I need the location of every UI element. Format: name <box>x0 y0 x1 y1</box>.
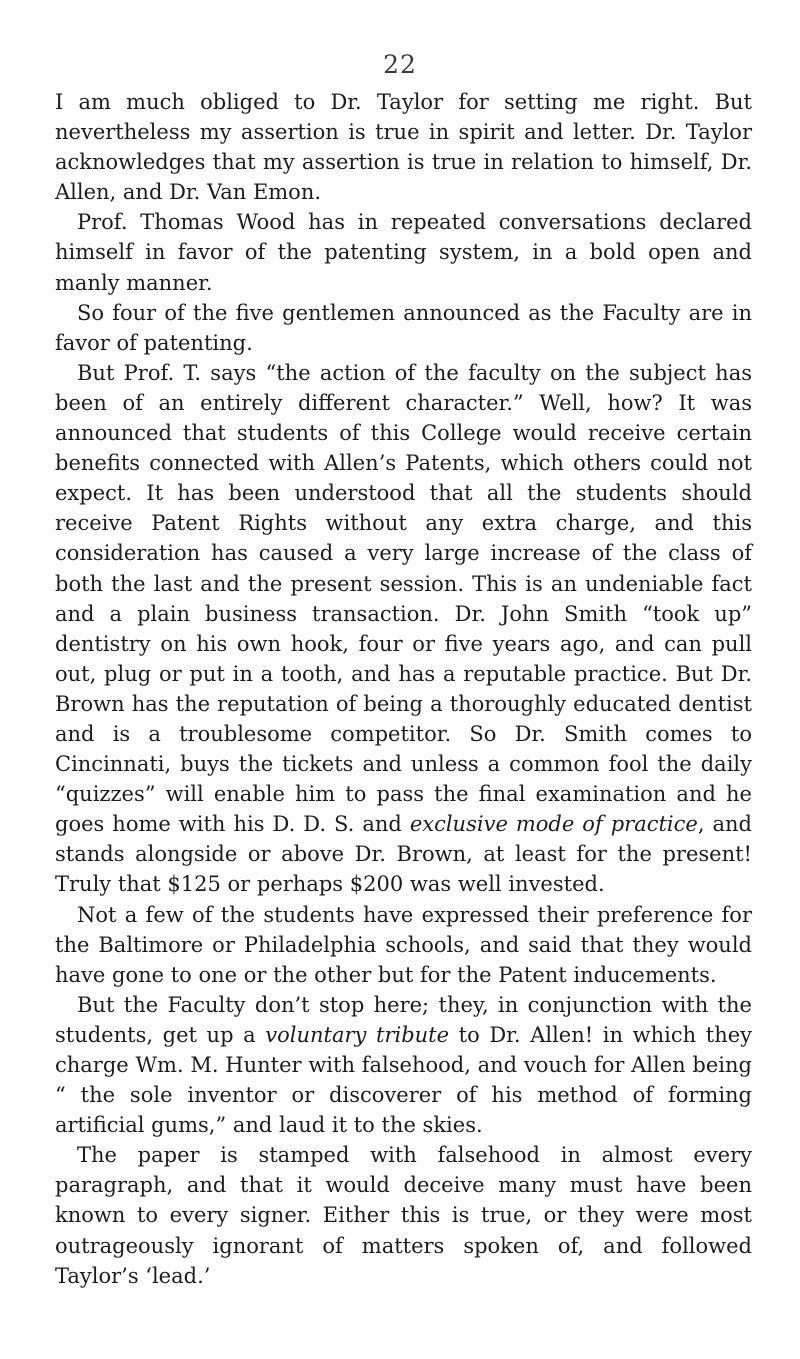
paragraph-6-text-after: to Dr. Allen! in which they charge Wm. M. Hunter with falsehood, and vouch for Allen being “ the sole inventor or discoverer of his method of forming artificial gums,” and laud it to the skies. <box>55 1022 753 1138</box>
paragraph-6 <box>55 990 752 1140</box>
paragraph-6-text-before: But the Faculty don’t stop here; they, in conjunction with the students, get up a <box>55 992 752 1047</box>
paragraph-4-text-before: But Prof. T. says “the action of the faculty on the subject has been of an entirely different character.” Well, how? It was announced that students of this College would receive certain benefits connected with Allen’s Patents, which others could not expect. It has been understood that all the students should receive Patent Rights without any extra charge, and this consideration has caused a very large increase of the class of both the last and the present session. This is an undeniable fact and a plain business transaction. Dr. John Smith “took up” dentistry on his own hook, four or five years ago, and can pull out, plug or put in a tooth, and has a reputable practice. But Dr. Brown has the reputation of being a thoroughly educated dentist and is a troublesome competitor. So Dr. Smith comes to Cincinnati, buys the tickets and unless a common fool the daily “quizzes” will enable him to pass the final examination and he goes home with his D. D. S. and <box>55 360 752 837</box>
paragraph-7: The paper is stamped with falsehood in almost every paragraph, and that it would deceive many must have been known to every signer. Either this is true, or they were most outrageously ignorant of matters spoken of, and followed Taylor’s ‘lead.’ <box>55 1143 752 1288</box>
paragraph-4 <box>55 358 752 900</box>
paragraph-6-emphasis: voluntary tribute <box>265 1022 450 1047</box>
page-number: 22 <box>383 50 417 79</box>
paragraph-4-emphasis: exclusive mode of practice <box>409 812 698 837</box>
body-text <box>55 87 752 1291</box>
paragraph-4-text-after: , and stands alongside or above Dr. Brown, at least for the present! Truly that $125 or perhaps $200 was well invested. <box>55 812 752 897</box>
paragraph-2: Prof. Thomas Wood has in repeated conversations declared himself in favor of the patenting system, in a bold open and manly manner. <box>55 210 752 295</box>
paragraph-1: I am much obliged to Dr. Taylor for setting me right. But nevertheless my assertion is true in spirit and letter. Dr. Taylor acknowledges that my assertion is true in relation to himself, Dr. Allen, and Dr. Van Emon. <box>55 90 752 205</box>
paragraph-5: Not a few of the students have expressed their preference for the Baltimore or Philadelphia schools, and said that they would have gone to one or the other but for the Patent inducements. <box>55 902 752 987</box>
paragraph-3: So four of the five gentlemen announced as the Faculty are in favor of patenting. <box>55 300 752 355</box>
